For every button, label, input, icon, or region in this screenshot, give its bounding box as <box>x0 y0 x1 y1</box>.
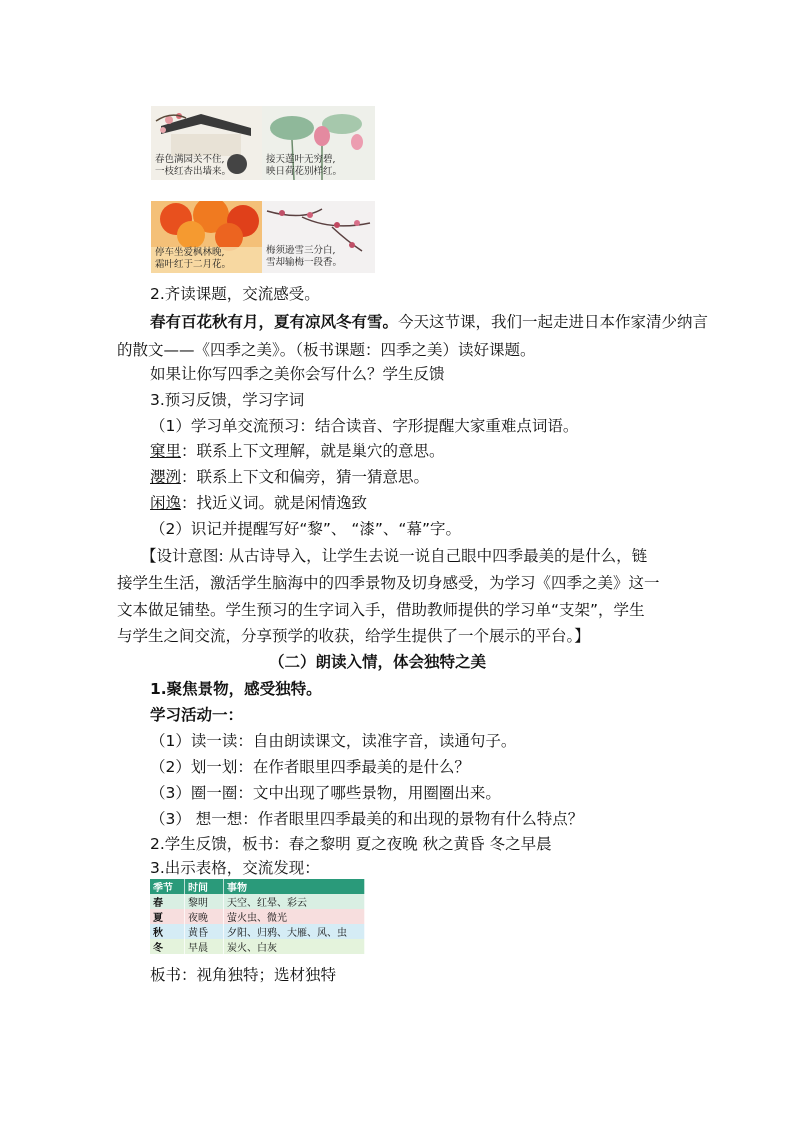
activity-item: （3）圈一圈：文中出现了哪些景物，用圈圈出来。 <box>150 784 501 802</box>
table-cell: 秋 <box>150 924 185 939</box>
table-cell: 夜晚 <box>185 909 224 924</box>
activity-heading: 学习活动一： <box>150 706 244 724</box>
table-cell: 春 <box>150 894 185 909</box>
table-row <box>150 924 365 939</box>
vocab-word: 窠里 <box>150 442 182 460</box>
blackboard-summary: 板书：视角独特；选材独特 <box>150 966 337 984</box>
preview-line: （1）学习单交流预习：结合读音、字形提醒大家重难点词语。 <box>150 417 579 435</box>
table-cell: 夕阳、归鸦、大雁、风、虫 <box>224 924 365 939</box>
seasons-table <box>150 879 365 954</box>
table-row <box>150 939 365 954</box>
design-intent-line: 接学生生活，激活学生脑海中的四季景物及切身感受，为学习《四季之美》这一 <box>117 574 660 592</box>
table-cell: 早晨 <box>185 939 224 954</box>
winter-poem-image <box>262 201 375 273</box>
table-cell: 冬 <box>150 939 185 954</box>
design-intent-line: 文本做足铺垫。学生预习的生字词入手，借助教师提供的学习单“支架”，学生 <box>117 601 645 619</box>
intro-text: 今天这节课，我们一起走进日本作家清少纳言 <box>398 313 709 331</box>
intro-bold-phrase: 春有百花秋有月，夏有凉风冬有雪。 <box>150 313 399 331</box>
vocab-line <box>150 492 367 514</box>
image-caption-line: 梅须逊雪三分白, <box>266 245 336 256</box>
section-heading: （二）朗读入情，体会独特之美 <box>269 653 487 671</box>
design-intent-line: 与学生之间交流，分享预学的收获，给学生提供了一个展示的平台。】 <box>117 627 590 645</box>
table-cell: 天空、红晕、彩云 <box>224 894 365 909</box>
autumn-poem-image <box>151 201 262 273</box>
image-caption-line: 霜叶红于二月花。 <box>155 259 232 270</box>
table-row <box>150 909 365 924</box>
summer-poem-image <box>262 106 375 180</box>
vocab-line <box>150 440 445 462</box>
table-header-row <box>150 879 365 894</box>
intro-paragraph-line: 的散文——《四季之美》。（板书课题：四季之美）读好课题。 <box>117 341 536 359</box>
table-intro-line: 3.出示表格，交流发现： <box>150 859 320 877</box>
activity-item: （3） 想一想：作者眼里四季最美的和出现的景物有什么特点？ <box>150 810 584 828</box>
image-caption-line: 接天莲叶无穷碧, <box>266 154 336 165</box>
feedback-line: 2.学生反馈，板书：春之黎明 夏之夜晚 秋之黄昏 冬之早晨 <box>150 835 552 853</box>
table-cell: 夏 <box>150 909 185 924</box>
table-cell: 黄昏 <box>185 924 224 939</box>
subsection-heading: 1.聚焦景物，感受独特。 <box>150 680 322 698</box>
question-line: 如果让你写四季之美你会写什么？学生反馈 <box>150 365 445 383</box>
image-caption-line: 停车坐爱枫林晚, <box>155 247 225 258</box>
vocab-explanation: ：联系上下文和偏旁，猜一猜意思。 <box>181 468 430 486</box>
table-cell: 黎明 <box>185 894 224 909</box>
activity-item: （1）读一读：自由朗读课文，读准字音，读通句子。 <box>150 732 517 750</box>
table-header-cell: 时间 <box>185 879 224 894</box>
design-intent-line: 【设计意图: 从古诗导入，让学生去说一说自己眼中四季最美的是什么，链 <box>141 547 648 565</box>
image-caption-line: 映日荷花别样红。 <box>266 166 343 177</box>
vocab-word: 闲逸 <box>150 494 182 512</box>
image-caption-line: 雪却输梅一段香。 <box>266 257 343 268</box>
vocab-explanation: ：联系上下文理解，就是巢穴的意思。 <box>181 442 445 460</box>
table-cell: 萤火虫、微光 <box>224 909 365 924</box>
image-caption-line: 春色满园关不住, <box>155 154 225 165</box>
intro-paragraph-line <box>150 311 708 333</box>
table-header-cell: 季节 <box>150 879 185 894</box>
step-3-heading: 3.预习反馈，学习字词 <box>150 391 305 409</box>
vocab-line <box>150 466 429 488</box>
vocab-word: 瀴洌 <box>150 468 182 486</box>
table-cell: 炭火、白灰 <box>224 939 365 954</box>
spring-poem-image <box>151 106 262 180</box>
vocab-explanation: ：找近义词。就是闲情逸致 <box>181 494 368 512</box>
table-header-cell: 事物 <box>224 879 365 894</box>
character-line: （2）识记并提醒写好“黎”、 “漆”、“幕”字。 <box>150 520 461 538</box>
image-caption-line: 一枝红杏出墙来。 <box>155 166 232 177</box>
step-2-heading: 2.齐读课题，交流感受。 <box>150 285 320 303</box>
table-row <box>150 894 365 909</box>
activity-item: （2）划一划：在作者眼里四季最美的是什么？ <box>150 758 470 776</box>
